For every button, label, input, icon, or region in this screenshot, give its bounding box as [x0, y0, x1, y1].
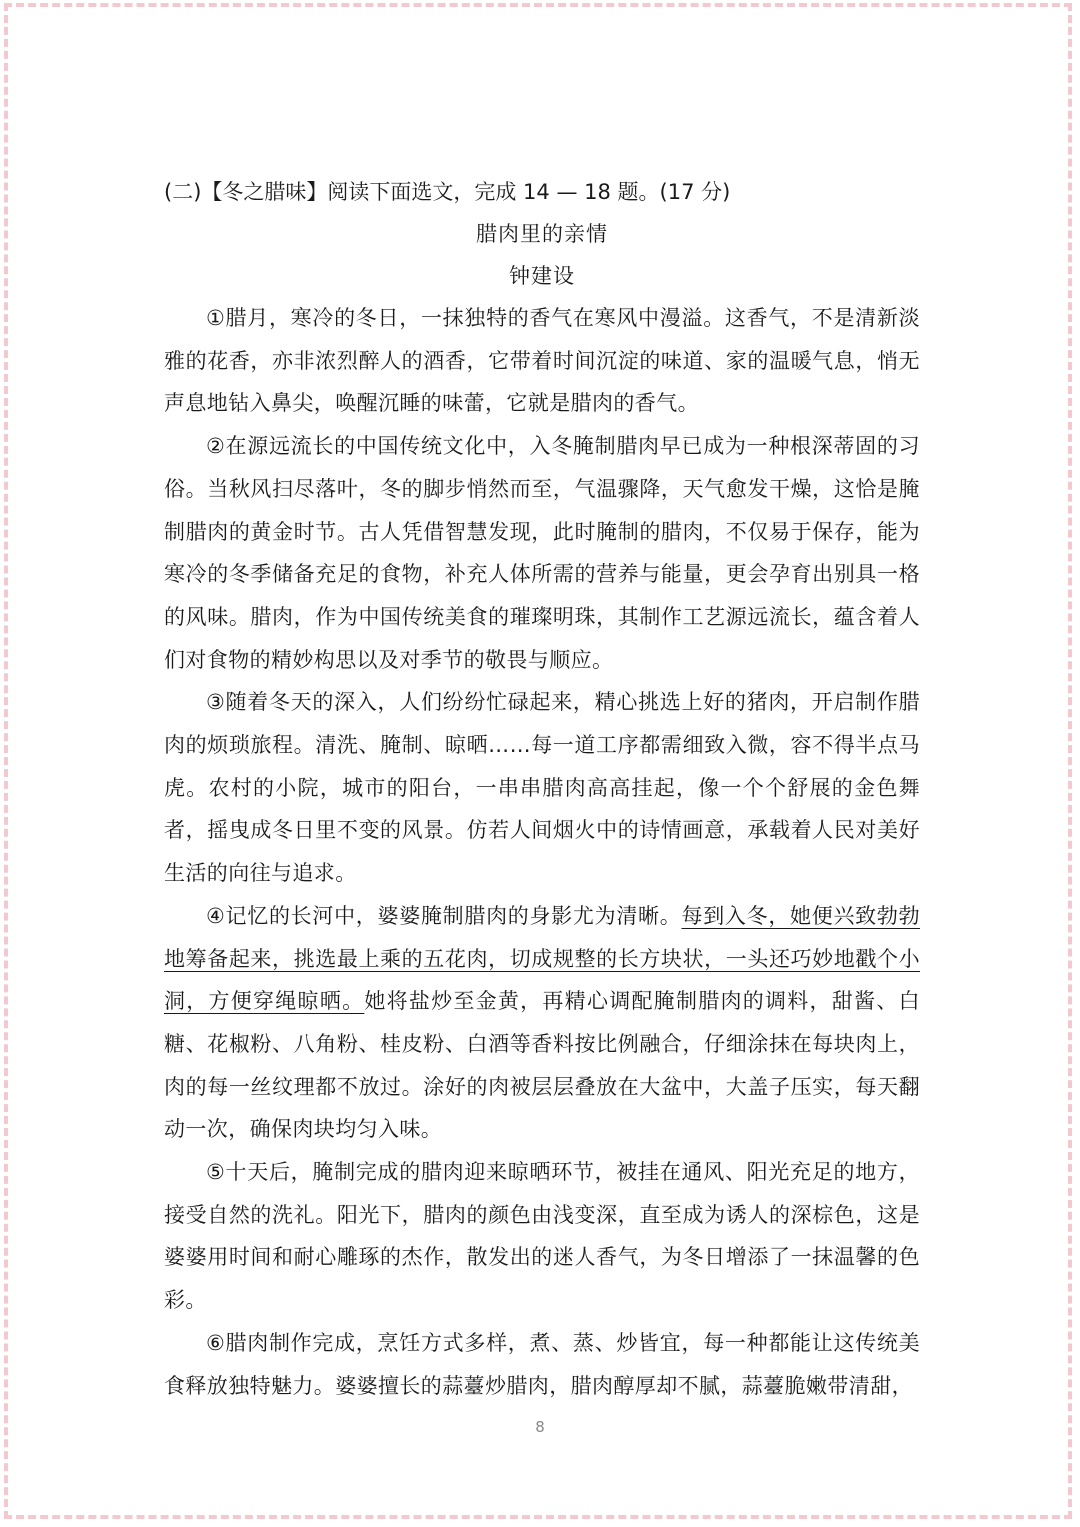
paragraph-5: ⑤十天后，腌制完成的腊肉迎来晾晒环节，被挂在通风、阳光充足的地方，接受自然的洗礼。阳光下，腊肉的颜色由浅变深，直至成为诱人的深棕色，这是婆婆用时间和耐心雕琢的杰作，散发出的迷人香气，为冬日增添了一抹温馨的色彩。 — [164, 1160, 920, 1313]
paragraph-6: ⑥腊肉制作完成，烹饪方式多样，煮、蒸、炒皆宜，每一种都能让这传统美食释放独特魅力。婆婆擅长的蒜薹炒腊肉，腊肉醇厚却不腻，蒜薹脆嫩带清甜， — [164, 1330, 920, 1398]
question-header: (二)【冬之腊味】阅读下面选文，完成 14 — 18 题。(17 分) — [164, 180, 731, 204]
paragraph-4-lead: ④记忆的长河中，婆婆腌制腊肉的身影尤为清晰。 — [206, 903, 682, 928]
paragraph-2: ②在源远流长的中国传统文化中，入冬腌制腊肉早已成为一种根深蒂固的习俗。当秋风扫尽落叶，冬的脚步悄然而至，气温骤降，天气愈发干燥，这恰是腌制腊肉的黄金时节。古人凭借智慧发现，此时腌制的腊肉，不仅易于保存，能为寒冷的冬季储备充足的食物，补充人体所需的营养与能量，更会孕育出别具一格的风味。腊肉，作为中国传统美食的璀璨明珠，其制作工艺源远流长，蕴含着人们对食物的精妙构思以及对季节的敬畏与顺应。 — [164, 434, 920, 672]
paragraph-4-rest: 她将盐炒至金黄，再精心调配腌制腊肉的调料，甜酱、白糖、花椒粉、八角粉、桂皮粉、白酒等香料按比例融合，仔细涂抹在每块肉上，肉的每一丝纹理都不放过。涂好的肉被层层叠放在大盆中，大盖子压实，每天翻动一次，确保肉块均匀入味。 — [164, 989, 920, 1142]
document-body — [164, 171, 920, 1407]
paragraph-1: ①腊月，寒冷的冬日，一抹独特的香气在寒风中漫溢。这香气，不是清新淡雅的花香，亦非浓烈醉人的酒香，它带着时间沉淀的味道、家的温暖气息，悄无声息地钻入鼻尖，唤醒沉睡的味蕾，它就是腊肉的香气。 — [164, 306, 920, 416]
page-number: 8 — [535, 1418, 545, 1436]
paragraph-3: ③随着冬天的深入，人们纷纷忙碌起来，精心挑选上好的猪肉，开启制作腊肉的烦琐旅程。清洗、腌制、晾晒……每一道工序都需细致入微，容不得半点马虎。农村的小院，城市的阳台，一串串腊肉高高挂起，像一个个舒展的金色舞者，摇曳成冬日里不变的风景。仿若人间烟火中的诗情画意，承载着人民对美好生活的向往与追求。 — [164, 690, 920, 886]
article-author: 钟建设 — [509, 264, 575, 288]
underlined-sentence: 每到入冬，她便兴致勃勃地筹备起来，挑选最上乘的五花肉，切成规整的长方块状，一头还巧妙地戳个小洞，方便穿绳晾晒。 — [164, 903, 920, 1014]
paragraph-4 — [164, 895, 920, 1151]
article-title: 腊肉里的亲情 — [476, 222, 608, 246]
